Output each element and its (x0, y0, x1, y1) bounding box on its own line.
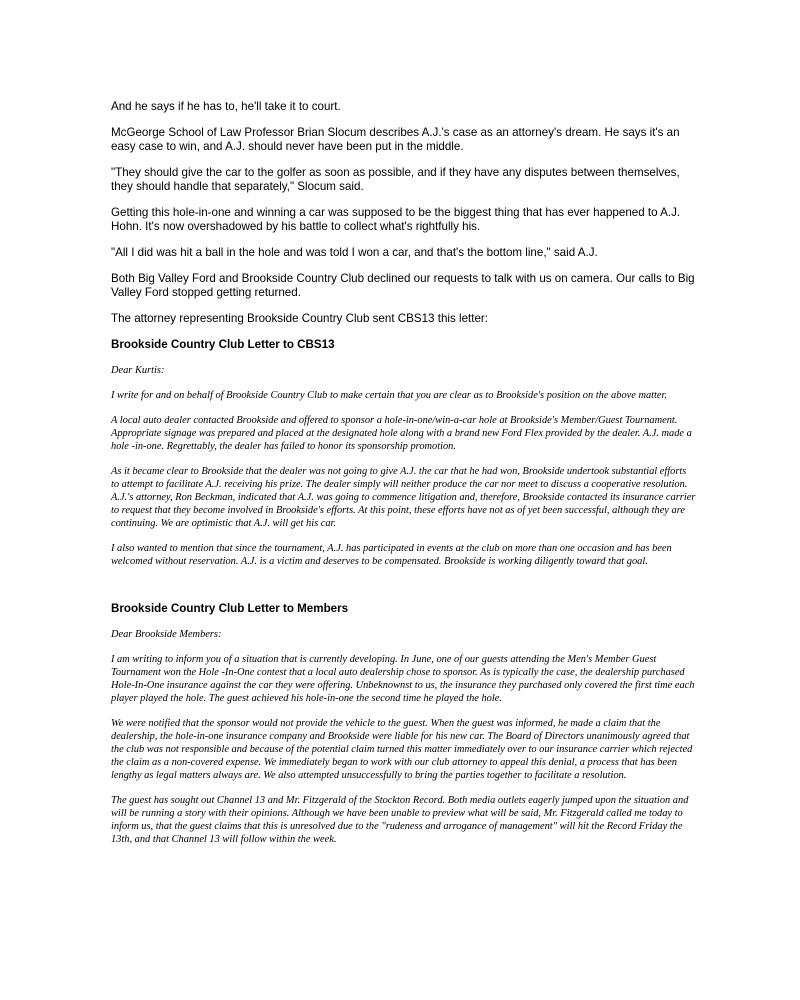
article-paragraph: The attorney representing Brookside Country Club sent CBS13 this letter: (111, 312, 488, 325)
letter-to-members-paragraph: I am writing to inform you of a situation that is currently developing. In June, one of our guests attending the Men's Member Guest Tournament won the Hole -In-One contest that a local auto dealership chose to sponsor. As is typically the case, the dealership purchased Hole-In-One insurance against the car they were offering. Unbeknownst to us, the insurance they purchased only covered the first time each player played the hole. The guest achieved his hole-in-one the second time he played the hole. (111, 654, 695, 704)
letter-to-cbs13-paragraph: I also wanted to mention that since the tournament, A.J. has participated in events at the club on more than one occasion and has been welcomed without reservation. A.J. is a victim and deserves to be compensated. Brookside is working diligently toward that goal. (111, 543, 672, 567)
document-page (111, 100, 696, 858)
article-paragraph: "All I did was hit a ball in the hole and was told I won a car, and that's the bottom line," said A.J. (111, 246, 598, 259)
letter-to-cbs13-salutation: Dear Kurtis: (111, 365, 165, 376)
letter-to-cbs13-paragraph: A local auto dealer contacted Brookside and offered to sponsor a hole-in-one/win-a-car hole at Brookside's Member/Guest Tournament. Appropriate signage was prepared and placed at the designated hole along with a brand new Ford Flex provided by the dealer. A.J. made a hole -in-one. Regrettably, the dealer has failed to honor its sponsorship promotion. (111, 415, 692, 452)
article-paragraph: Getting this hole-in-one and winning a car was supposed to be the biggest thing that has ever happened to A.J. Hohn. It's now overshadowed by his battle to collect what's rightfully his. (111, 206, 681, 233)
letter-to-cbs13-paragraph: I write for and on behalf of Brookside Country Club to make certain that you are clear as to Brookside's position on the above matter. (111, 390, 668, 401)
letter-to-members-heading: Brookside Country Club Letter to Members (111, 602, 349, 615)
article-paragraph: Both Big Valley Ford and Brookside Country Club declined our requests to talk with us on camera. Our calls to Big Valley Ford stopped getting returned. (111, 272, 695, 299)
letter-to-cbs13-heading: Brookside Country Club Letter to CBS13 (111, 338, 335, 351)
article-paragraph: And he says if he has to, he'll take it to court. (111, 100, 341, 113)
letter-to-cbs13-paragraph: As it became clear to Brookside that the dealer was not going to give A.J. the car that he had won, Brookside undertook substantial efforts to attempt to facilitate A.J. receiving his prize. The dealer simply will neither produce the car nor meet to discuss a cooperative resolution. A.J.'s attorney, Ron Beckman, indicated that A.J. was going to commence litigation and, therefore, Brookside contacted its insurance carrier to request that they become involved in Brookside's efforts. At this point, these efforts have not as of yet been successful, although they are continuing. We are optimistic that A.J. will get his car. (111, 466, 696, 529)
letter-to-members-salutation: Dear Brookside Members: (111, 629, 222, 640)
letter-to-members-paragraph: We were notified that the sponsor would not provide the vehicle to the guest. When the guest was informed, he made a claim that the dealership, the hole-in-one insurance company and Brookside were liable for his new car. The Board of Directors unanimously agreed that the club was not responsible and because of the potential claim turned this matter immediately over to our insurance carrier which rejected the claim as a non-covered expense. We immediately began to work with our club attorney to appeal this denial, a process that has been lengthy as legal matters always are. We also attempted unsuccessfully to bring the parties together to facilitate a resolution. (111, 718, 693, 781)
article-paragraph: McGeorge School of Law Professor Brian Slocum describes A.J.'s case as an attorney's dream. He says it's an easy case to win, and A.J. should never have been put in the middle. (111, 126, 680, 153)
article-paragraph: "They should give the car to the golfer as soon as possible, and if they have any disputes between themselves, they should handle that separately," Slocum said. (111, 166, 680, 193)
letter-to-members-paragraph: The guest has sought out Channel 13 and Mr. Fitzgerald of the Stockton Record. Both media outlets eagerly jumped upon the situation and will be running a story with their opinions. Although we have been unable to preview what will be said, Mr. Fitzgerald called me today to inform us, that the guest claims that this is unresolved due to the "rudeness and arrogance of management" will hit the Record Friday the 13th, and that Channel 13 will follow within the week. (111, 795, 689, 845)
